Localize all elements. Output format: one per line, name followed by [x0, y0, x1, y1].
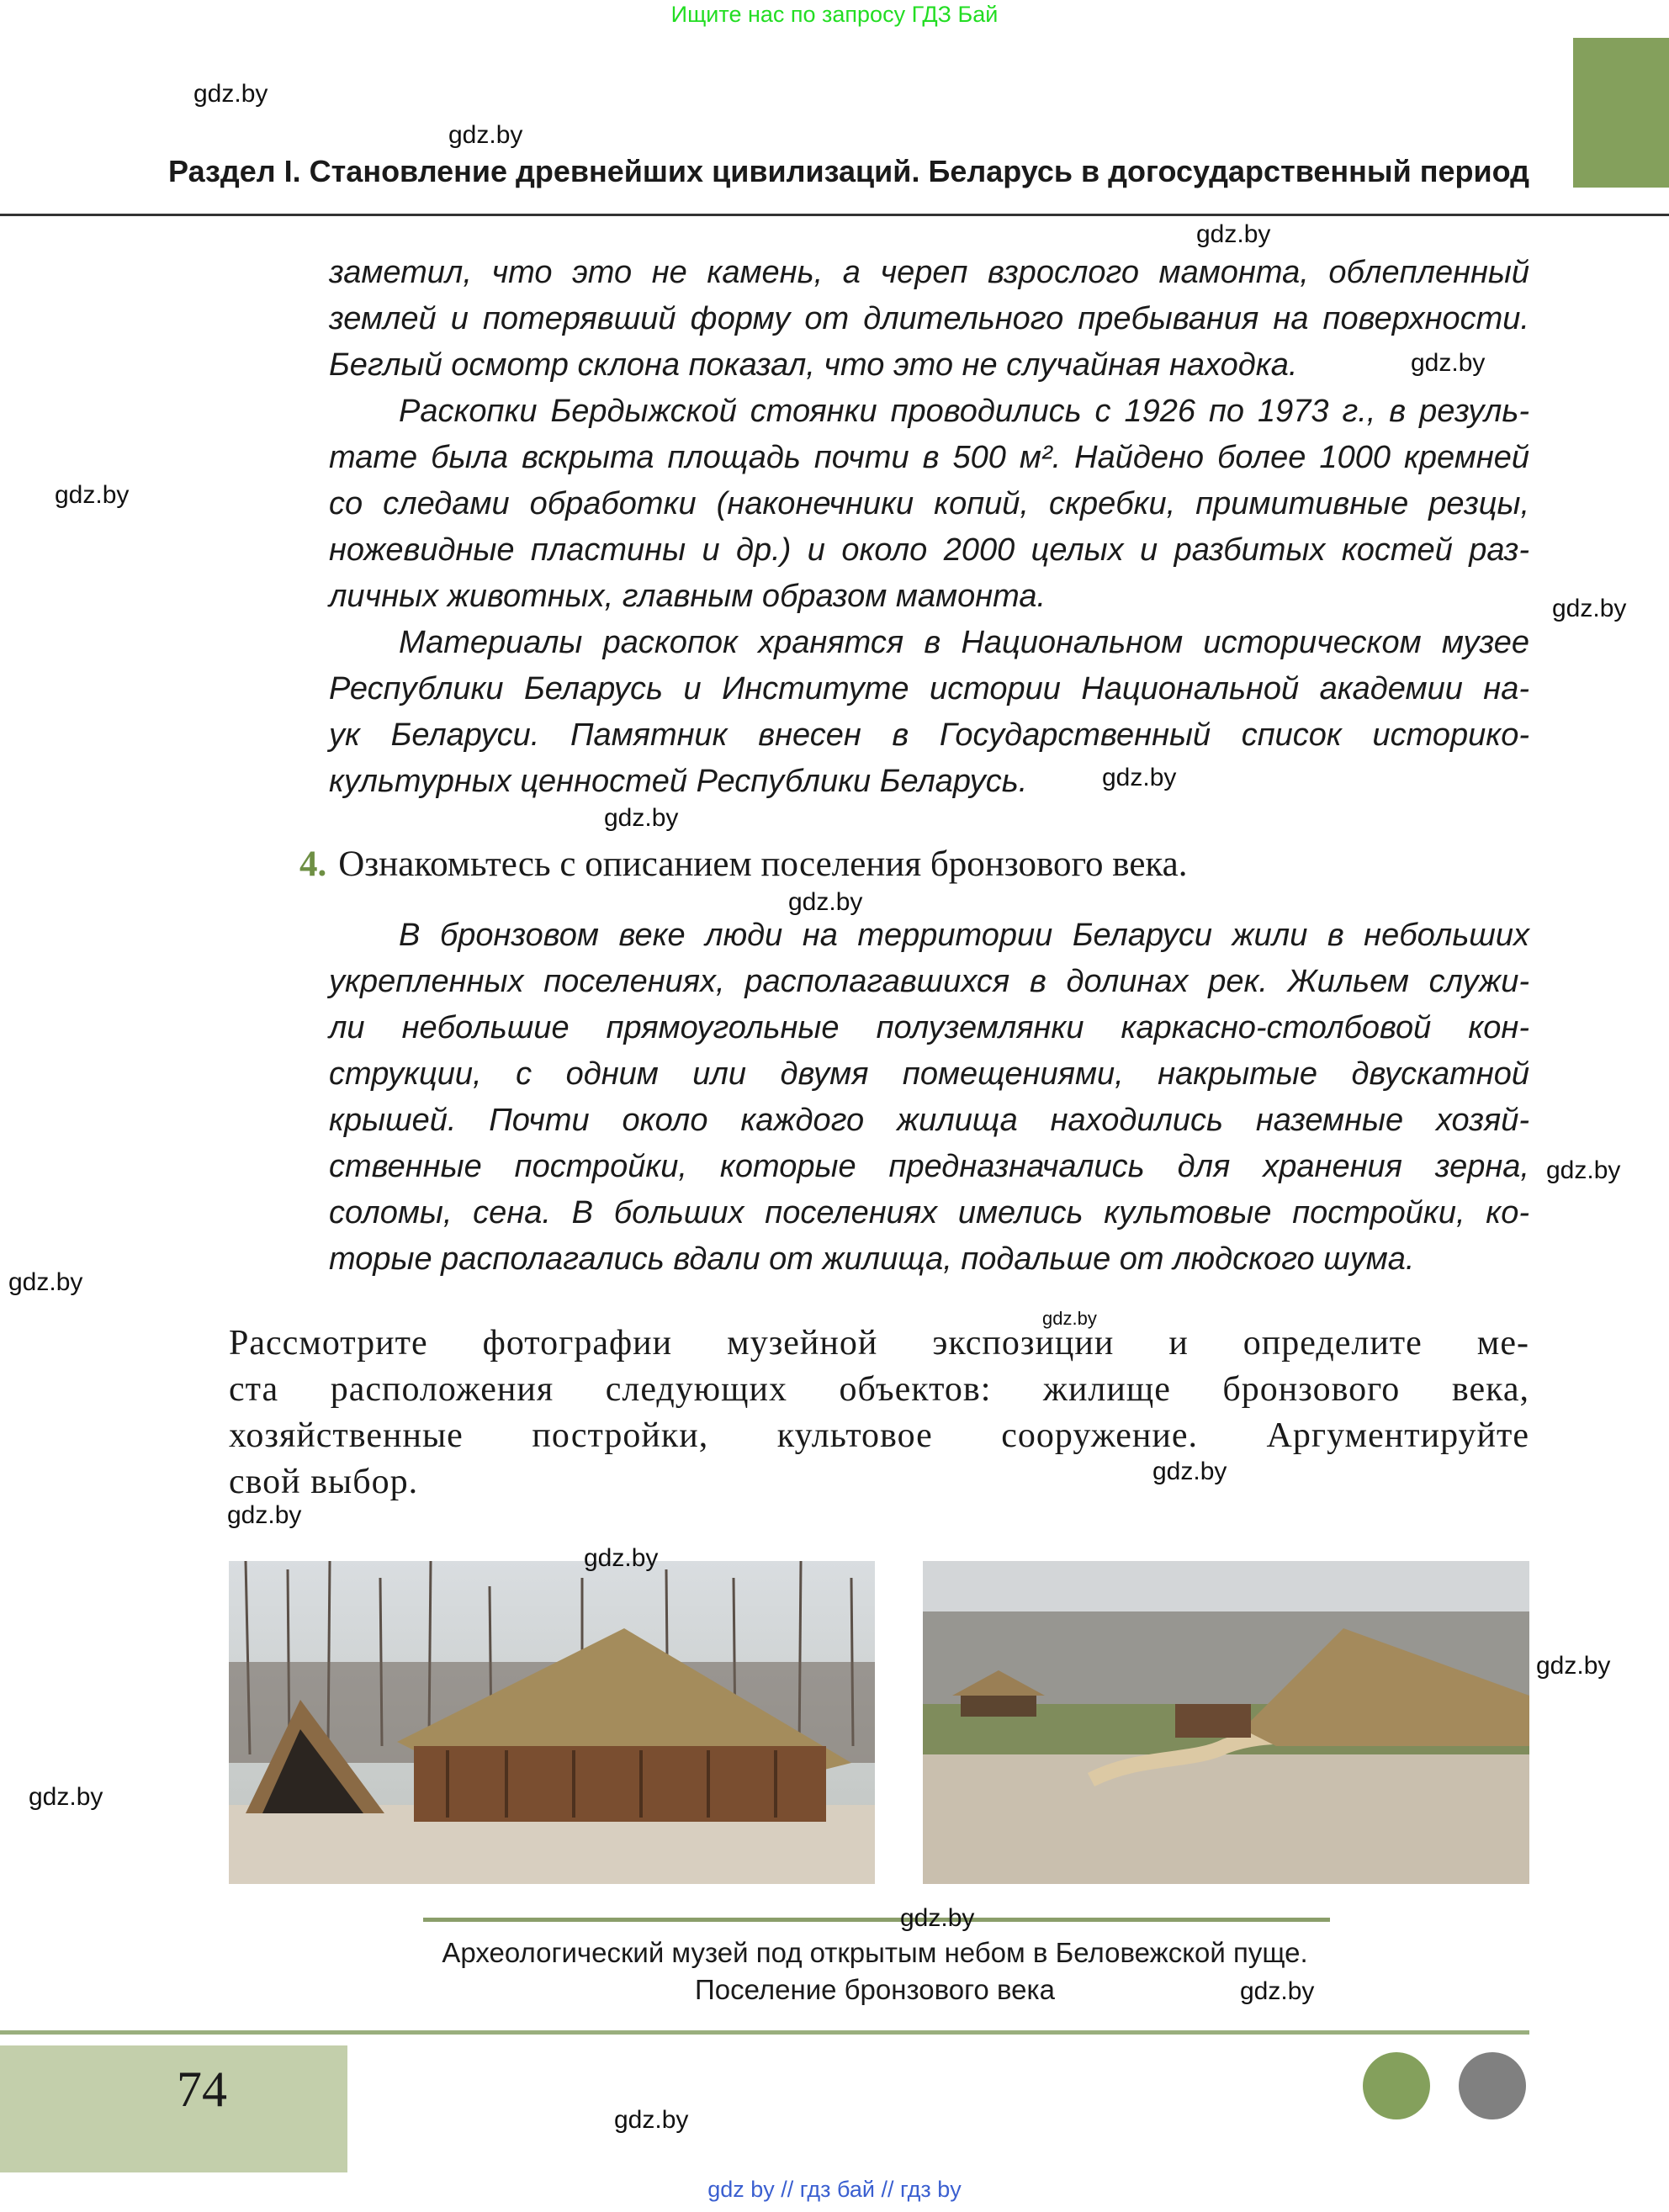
- watermark: gdz.by: [1042, 1308, 1097, 1329]
- text-line: землей и потерявший форму от длительного пребывания на поверхности.: [329, 301, 1529, 336]
- watermark: gdz.by: [1411, 349, 1486, 377]
- watermark: gdz.by: [1536, 1652, 1611, 1680]
- caption-line-1: Археологический музей под открытым небом в Беловежской пуще.: [442, 1937, 1308, 1968]
- text-line: тате была вскрыта площадь почти в 500 м². Найдено более 1000 кремней: [329, 440, 1529, 475]
- question-line: свой выбор.: [229, 1463, 419, 1501]
- question-line: Рассмотрите фотографии музейной экспозиции и определите ме-: [229, 1324, 1529, 1363]
- text-line: заметил, что это не камень, а череп взрослого мамонта, облепленный: [329, 255, 1529, 290]
- watermark: gdz.by: [1552, 595, 1627, 622]
- photo-dwellings-closeup: [229, 1561, 875, 1884]
- watermark: gdz.by: [55, 481, 130, 509]
- text-line: ножевидные пластины и др.) и около 2000 целых и разбитых костей раз-: [329, 532, 1529, 568]
- watermark: gdz.by: [193, 80, 268, 108]
- text-line: ук Беларуси. Памятник внесен в Государственный список историко-: [329, 717, 1529, 753]
- watermark: gdz.by: [614, 2106, 689, 2134]
- task-question: [229, 1320, 1529, 1506]
- question-line: ста расположения следующих объектов: жилище бронзового века,: [229, 1370, 1529, 1409]
- watermark: gdz.by: [29, 1783, 103, 1811]
- task-number: 4.: [299, 844, 327, 884]
- search-hint: Ищите нас по запросу ГДЗ Бай: [670, 2, 999, 27]
- gray-circle-decoration: [1459, 2052, 1526, 2119]
- watermark: gdz.by: [1546, 1156, 1621, 1184]
- text-line: Материалы раскопок хранятся в Национальном историческом музее: [399, 625, 1529, 660]
- text-line: соломы, сена. В больших поселениях имелись культовые постройки, ко-: [329, 1195, 1529, 1230]
- text-line: струкции, с одним или двумя помещениями, накрытые двускатной: [329, 1056, 1529, 1092]
- text-line: укрепленных поселениях, располагавшихся в долинах рек. Жильем служи-: [329, 964, 1529, 999]
- text-line: ственные постройки, которые предназначались для хранения зерна,: [329, 1149, 1529, 1184]
- page-number: 74: [177, 2061, 227, 2117]
- watermark: gdz.by: [584, 1544, 659, 1572]
- text-line: культурных ценностей Республики Беларусь.: [329, 764, 1028, 799]
- caption-line-2: Поселение бронзового века: [695, 1974, 1055, 2005]
- footer-divider: [0, 2030, 1529, 2035]
- question-line: хозяйственные постройки, культовое сооружение. Аргументируйте: [229, 1416, 1529, 1455]
- text-block-berdyzh: [329, 250, 1529, 805]
- header-divider: [0, 214, 1669, 216]
- text-line: личных животных, главным образом мамонта.: [329, 579, 1046, 614]
- watermark: gdz.by: [900, 1904, 975, 1932]
- watermark: gdz.by: [604, 804, 679, 832]
- text-line: Беглый осмотр склона показал, что это не случайная находка.: [329, 347, 1298, 383]
- task-heading: [299, 844, 1188, 885]
- section-title: Раздел I. Становление древнейших цивилизаций. Беларусь в догосударственный период: [168, 154, 1529, 188]
- text-line: крышей. Почти около каждого жилища находились наземные хозяй-: [329, 1103, 1529, 1138]
- watermark: gdz.by: [1196, 220, 1271, 248]
- text-line: со следами обработки (наконечники копий, скребки, примитивные резцы,: [329, 486, 1529, 521]
- green-circle-decoration: [1363, 2052, 1430, 2119]
- section-tab-marker: [1573, 38, 1669, 188]
- watermark: gdz.by: [8, 1268, 83, 1296]
- watermark: gdz.by: [1240, 1977, 1315, 2005]
- text-line: Республики Беларусь и Институте истории Национальной академии на-: [329, 671, 1529, 706]
- watermark: gdz.by: [1152, 1458, 1227, 1485]
- watermark: gdz.by: [227, 1501, 302, 1529]
- text-line: торые располагались вдали от жилища, подальше от людского шума.: [329, 1241, 1415, 1277]
- text-line: В бронзовом веке люди на территории Беларуси жили в небольших: [399, 918, 1529, 953]
- text-line: Раскопки Бердыжской стоянки проводились с 1926 по 1973 г., в резуль-: [399, 394, 1529, 429]
- caption-divider: [423, 1918, 1330, 1922]
- text-line: ли небольшие прямоугольные полуземлянки каркасно-столбовой кон-: [329, 1010, 1529, 1045]
- text-block-bronze-age: [329, 913, 1529, 1283]
- watermark: gdz.by: [788, 888, 863, 916]
- photo-settlement-overview: [923, 1561, 1529, 1884]
- watermark: gdz.by: [448, 121, 523, 149]
- task-heading-text: Ознакомьтесь с описанием поселения бронзового века.: [338, 844, 1188, 884]
- footer-links[interactable]: gdz by // гдз бай // гдз by: [707, 2177, 962, 2202]
- watermark: gdz.by: [1102, 764, 1177, 791]
